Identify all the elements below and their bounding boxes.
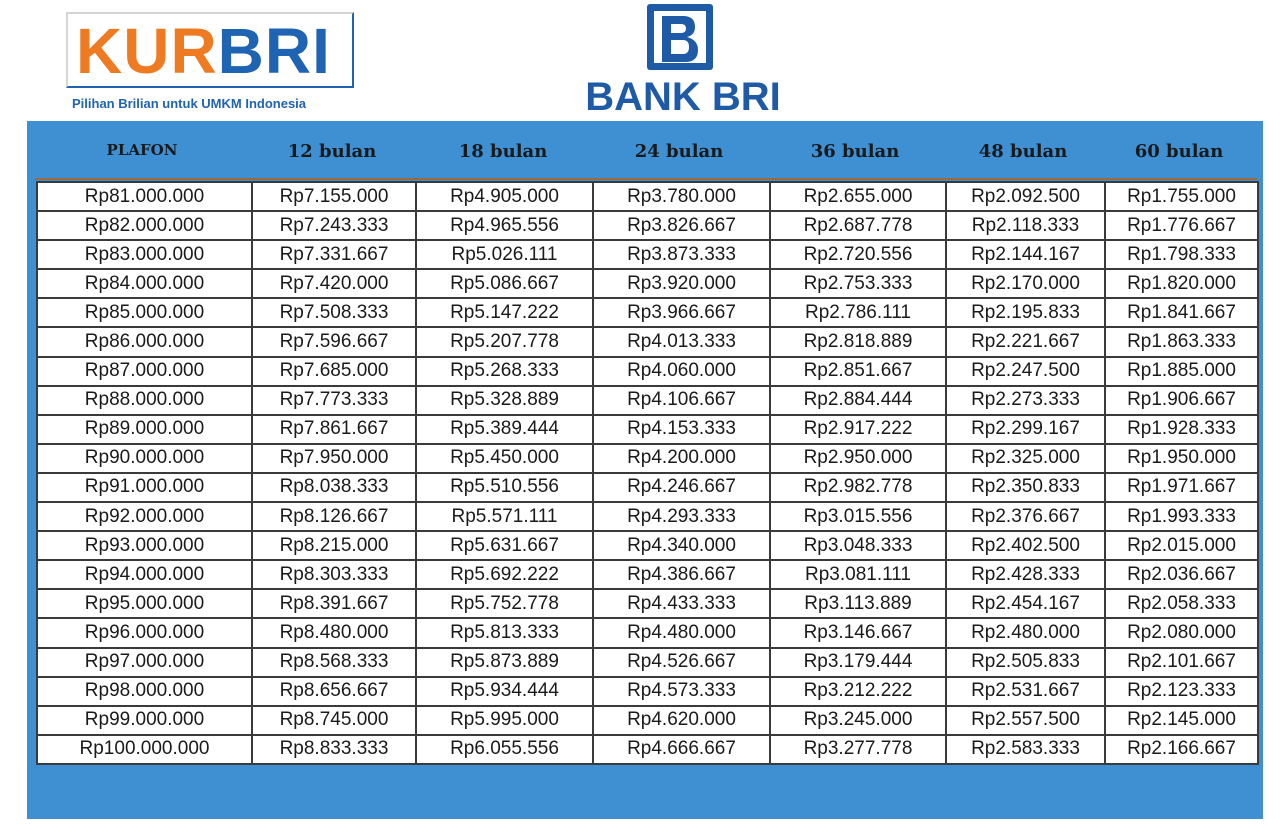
- table-row: [37, 357, 1258, 386]
- cell-12-bulan: Rp7.420.000: [252, 269, 416, 298]
- header-18-bulan: 18 bulan: [458, 141, 548, 162]
- cell-plafon: Rp86.000.000: [37, 327, 252, 356]
- cell-36-bulan: Rp3.179.444: [770, 648, 946, 677]
- header-60-bulan: 60 bulan: [1134, 141, 1224, 162]
- cell-12-bulan: Rp8.568.333: [252, 648, 416, 677]
- table-body: [36, 181, 1259, 765]
- cell-12-bulan: Rp8.215.000: [252, 531, 416, 560]
- cell-24-bulan: Rp3.826.667: [593, 211, 770, 240]
- table-header: [27, 121, 1263, 179]
- table-row: [37, 735, 1258, 764]
- table-row: [37, 560, 1258, 589]
- header-divider: [35, 178, 1257, 180]
- cell-18-bulan: Rp5.934.444: [416, 677, 593, 706]
- cell-plafon: Rp87.000.000: [37, 357, 252, 386]
- cell-24-bulan: Rp4.153.333: [593, 415, 770, 444]
- cell-24-bulan: Rp4.480.000: [593, 618, 770, 647]
- cell-plafon: Rp100.000.000: [37, 735, 252, 764]
- cell-12-bulan: Rp7.243.333: [252, 211, 416, 240]
- cell-12-bulan: Rp8.391.667: [252, 589, 416, 618]
- table-row: [37, 677, 1258, 706]
- cell-48-bulan: Rp2.247.500: [946, 357, 1105, 386]
- cell-36-bulan: Rp2.655.000: [770, 182, 946, 211]
- cell-18-bulan: Rp4.905.000: [416, 182, 593, 211]
- cell-24-bulan: Rp4.200.000: [593, 444, 770, 473]
- cell-24-bulan: Rp3.920.000: [593, 269, 770, 298]
- table-row: [37, 589, 1258, 618]
- cell-48-bulan: Rp2.350.833: [946, 473, 1105, 502]
- cell-18-bulan: Rp5.086.667: [416, 269, 593, 298]
- cell-plafon: Rp91.000.000: [37, 473, 252, 502]
- cell-60-bulan: Rp2.015.000: [1105, 531, 1258, 560]
- cell-24-bulan: Rp4.526.667: [593, 648, 770, 677]
- cell-60-bulan: Rp1.950.000: [1105, 444, 1258, 473]
- cell-60-bulan: Rp1.993.333: [1105, 502, 1258, 531]
- header-36-bulan: 36 bulan: [810, 141, 900, 162]
- cell-36-bulan: Rp2.687.778: [770, 211, 946, 240]
- cell-36-bulan: Rp2.884.444: [770, 386, 946, 415]
- cell-18-bulan: Rp5.995.000: [416, 706, 593, 735]
- table-row: [37, 269, 1258, 298]
- cell-36-bulan: Rp3.212.222: [770, 677, 946, 706]
- cell-plafon: Rp81.000.000: [37, 182, 252, 211]
- cell-plafon: Rp96.000.000: [37, 618, 252, 647]
- cell-24-bulan: Rp4.106.667: [593, 386, 770, 415]
- bri-emblem-icon: [645, 2, 715, 72]
- cell-24-bulan: Rp3.966.667: [593, 298, 770, 327]
- cell-12-bulan: Rp8.038.333: [252, 473, 416, 502]
- cell-60-bulan: Rp1.885.000: [1105, 357, 1258, 386]
- cell-18-bulan: Rp5.752.778: [416, 589, 593, 618]
- table-row: [37, 211, 1258, 240]
- cell-18-bulan: Rp5.328.889: [416, 386, 593, 415]
- cell-plafon: Rp85.000.000: [37, 298, 252, 327]
- cell-18-bulan: Rp5.631.667: [416, 531, 593, 560]
- cell-24-bulan: Rp4.573.333: [593, 677, 770, 706]
- cell-plafon: Rp90.000.000: [37, 444, 252, 473]
- cell-plafon: Rp92.000.000: [37, 502, 252, 531]
- table-row: [37, 298, 1258, 327]
- cell-60-bulan: Rp1.776.667: [1105, 211, 1258, 240]
- cell-plafon: Rp94.000.000: [37, 560, 252, 589]
- cell-12-bulan: Rp8.480.000: [252, 618, 416, 647]
- cell-18-bulan: Rp6.055.556: [416, 735, 593, 764]
- cell-12-bulan: Rp7.861.667: [252, 415, 416, 444]
- cell-18-bulan: Rp5.207.778: [416, 327, 593, 356]
- cell-60-bulan: Rp2.080.000: [1105, 618, 1258, 647]
- kur-logo-wordmark: [76, 16, 331, 86]
- cell-24-bulan: Rp4.293.333: [593, 502, 770, 531]
- cell-12-bulan: Rp8.126.667: [252, 502, 416, 531]
- table-row: [37, 182, 1258, 211]
- cell-48-bulan: Rp2.195.833: [946, 298, 1105, 327]
- cell-48-bulan: Rp2.480.000: [946, 618, 1105, 647]
- header-plafon: PLAFON: [106, 141, 178, 159]
- cell-plafon: Rp84.000.000: [37, 269, 252, 298]
- cell-24-bulan: Rp4.620.000: [593, 706, 770, 735]
- table-row: [37, 415, 1258, 444]
- cell-60-bulan: Rp2.123.333: [1105, 677, 1258, 706]
- cell-48-bulan: Rp2.325.000: [946, 444, 1105, 473]
- cell-36-bulan: Rp2.753.333: [770, 269, 946, 298]
- cell-plafon: Rp93.000.000: [37, 531, 252, 560]
- cell-12-bulan: Rp8.303.333: [252, 560, 416, 589]
- cell-18-bulan: Rp4.965.556: [416, 211, 593, 240]
- cell-12-bulan: Rp7.685.000: [252, 357, 416, 386]
- cell-plafon: Rp98.000.000: [37, 677, 252, 706]
- table-row: [37, 444, 1258, 473]
- cell-12-bulan: Rp7.508.333: [252, 298, 416, 327]
- cell-24-bulan: Rp4.386.667: [593, 560, 770, 589]
- kur-bri-logo: [66, 12, 356, 116]
- table-row: [37, 386, 1258, 415]
- cell-18-bulan: Rp5.692.222: [416, 560, 593, 589]
- cell-plafon: Rp82.000.000: [37, 211, 252, 240]
- cell-36-bulan: Rp3.081.111: [770, 560, 946, 589]
- cell-24-bulan: Rp4.433.333: [593, 589, 770, 618]
- cell-36-bulan: Rp3.277.778: [770, 735, 946, 764]
- kur-logo-bri: BRI: [217, 15, 331, 87]
- cell-24-bulan: Rp4.013.333: [593, 327, 770, 356]
- cell-60-bulan: Rp1.906.667: [1105, 386, 1258, 415]
- cell-48-bulan: Rp2.557.500: [946, 706, 1105, 735]
- cell-60-bulan: Rp1.841.667: [1105, 298, 1258, 327]
- cell-plafon: Rp89.000.000: [37, 415, 252, 444]
- cell-24-bulan: Rp4.060.000: [593, 357, 770, 386]
- cell-36-bulan: Rp3.245.000: [770, 706, 946, 735]
- cell-48-bulan: Rp2.531.667: [946, 677, 1105, 706]
- cell-18-bulan: Rp5.813.333: [416, 618, 593, 647]
- table-row: [37, 706, 1258, 735]
- cell-48-bulan: Rp2.170.000: [946, 269, 1105, 298]
- cell-12-bulan: Rp8.656.667: [252, 677, 416, 706]
- cell-24-bulan: Rp4.666.667: [593, 735, 770, 764]
- cell-48-bulan: Rp2.144.167: [946, 240, 1105, 269]
- cell-36-bulan: Rp3.146.667: [770, 618, 946, 647]
- table-row: [37, 240, 1258, 269]
- cell-12-bulan: Rp7.773.333: [252, 386, 416, 415]
- cell-60-bulan: Rp1.755.000: [1105, 182, 1258, 211]
- cell-18-bulan: Rp5.389.444: [416, 415, 593, 444]
- cell-60-bulan: Rp1.820.000: [1105, 269, 1258, 298]
- cell-36-bulan: Rp2.917.222: [770, 415, 946, 444]
- table-row: [37, 327, 1258, 356]
- cell-18-bulan: Rp5.510.556: [416, 473, 593, 502]
- cell-plafon: Rp83.000.000: [37, 240, 252, 269]
- cell-plafon: Rp97.000.000: [37, 648, 252, 677]
- cell-36-bulan: Rp2.950.000: [770, 444, 946, 473]
- cell-plafon: Rp88.000.000: [37, 386, 252, 415]
- cell-plafon: Rp95.000.000: [37, 589, 252, 618]
- kur-logo-kur: KUR: [76, 15, 218, 87]
- cell-36-bulan: Rp2.982.778: [770, 473, 946, 502]
- cell-60-bulan: Rp2.101.667: [1105, 648, 1258, 677]
- loan-table: [27, 121, 1263, 819]
- cell-60-bulan: Rp1.863.333: [1105, 327, 1258, 356]
- cell-18-bulan: Rp5.147.222: [416, 298, 593, 327]
- table-row: [37, 502, 1258, 531]
- cell-60-bulan: Rp1.928.333: [1105, 415, 1258, 444]
- cell-48-bulan: Rp2.428.333: [946, 560, 1105, 589]
- cell-24-bulan: Rp4.340.000: [593, 531, 770, 560]
- cell-plafon: Rp99.000.000: [37, 706, 252, 735]
- cell-60-bulan: Rp2.145.000: [1105, 706, 1258, 735]
- cell-48-bulan: Rp2.221.667: [946, 327, 1105, 356]
- cell-36-bulan: Rp3.113.889: [770, 589, 946, 618]
- kur-logo-tagline: Pilihan Brilian untuk UMKM Indonesia: [72, 96, 307, 111]
- cell-12-bulan: Rp7.155.000: [252, 182, 416, 211]
- table-row: [37, 531, 1258, 560]
- cell-48-bulan: Rp2.299.167: [946, 415, 1105, 444]
- cell-18-bulan: Rp5.026.111: [416, 240, 593, 269]
- table-row: [37, 473, 1258, 502]
- cell-24-bulan: Rp4.246.667: [593, 473, 770, 502]
- table-row: [37, 618, 1258, 647]
- cell-60-bulan: Rp2.036.667: [1105, 560, 1258, 589]
- cell-18-bulan: Rp5.873.889: [416, 648, 593, 677]
- cell-36-bulan: Rp2.851.667: [770, 357, 946, 386]
- cell-12-bulan: Rp7.596.667: [252, 327, 416, 356]
- cell-60-bulan: Rp2.166.667: [1105, 735, 1258, 764]
- cell-12-bulan: Rp8.833.333: [252, 735, 416, 764]
- cell-48-bulan: Rp2.583.333: [946, 735, 1105, 764]
- cell-36-bulan: Rp2.720.556: [770, 240, 946, 269]
- cell-48-bulan: Rp2.402.500: [946, 531, 1105, 560]
- cell-18-bulan: Rp5.571.111: [416, 502, 593, 531]
- cell-36-bulan: Rp3.015.556: [770, 502, 946, 531]
- cell-24-bulan: Rp3.780.000: [593, 182, 770, 211]
- cell-12-bulan: Rp8.745.000: [252, 706, 416, 735]
- cell-60-bulan: Rp1.971.667: [1105, 473, 1258, 502]
- cell-48-bulan: Rp2.118.333: [946, 211, 1105, 240]
- cell-48-bulan: Rp2.092.500: [946, 182, 1105, 211]
- bank-bri-name: BANK BRI: [585, 75, 781, 119]
- cell-36-bulan: Rp2.818.889: [770, 327, 946, 356]
- cell-24-bulan: Rp3.873.333: [593, 240, 770, 269]
- cell-12-bulan: Rp7.950.000: [252, 444, 416, 473]
- cell-60-bulan: Rp2.058.333: [1105, 589, 1258, 618]
- cell-48-bulan: Rp2.454.167: [946, 589, 1105, 618]
- table-row: [37, 648, 1258, 677]
- header-12-bulan: 12 bulan: [287, 141, 377, 162]
- cell-48-bulan: Rp2.376.667: [946, 502, 1105, 531]
- cell-18-bulan: Rp5.268.333: [416, 357, 593, 386]
- cell-48-bulan: Rp2.273.333: [946, 386, 1105, 415]
- cell-60-bulan: Rp1.798.333: [1105, 240, 1258, 269]
- header-48-bulan: 48 bulan: [978, 141, 1068, 162]
- cell-12-bulan: Rp7.331.667: [252, 240, 416, 269]
- cell-18-bulan: Rp5.450.000: [416, 444, 593, 473]
- cell-36-bulan: Rp2.786.111: [770, 298, 946, 327]
- cell-48-bulan: Rp2.505.833: [946, 648, 1105, 677]
- cell-36-bulan: Rp3.048.333: [770, 531, 946, 560]
- header-24-bulan: 24 bulan: [634, 141, 724, 162]
